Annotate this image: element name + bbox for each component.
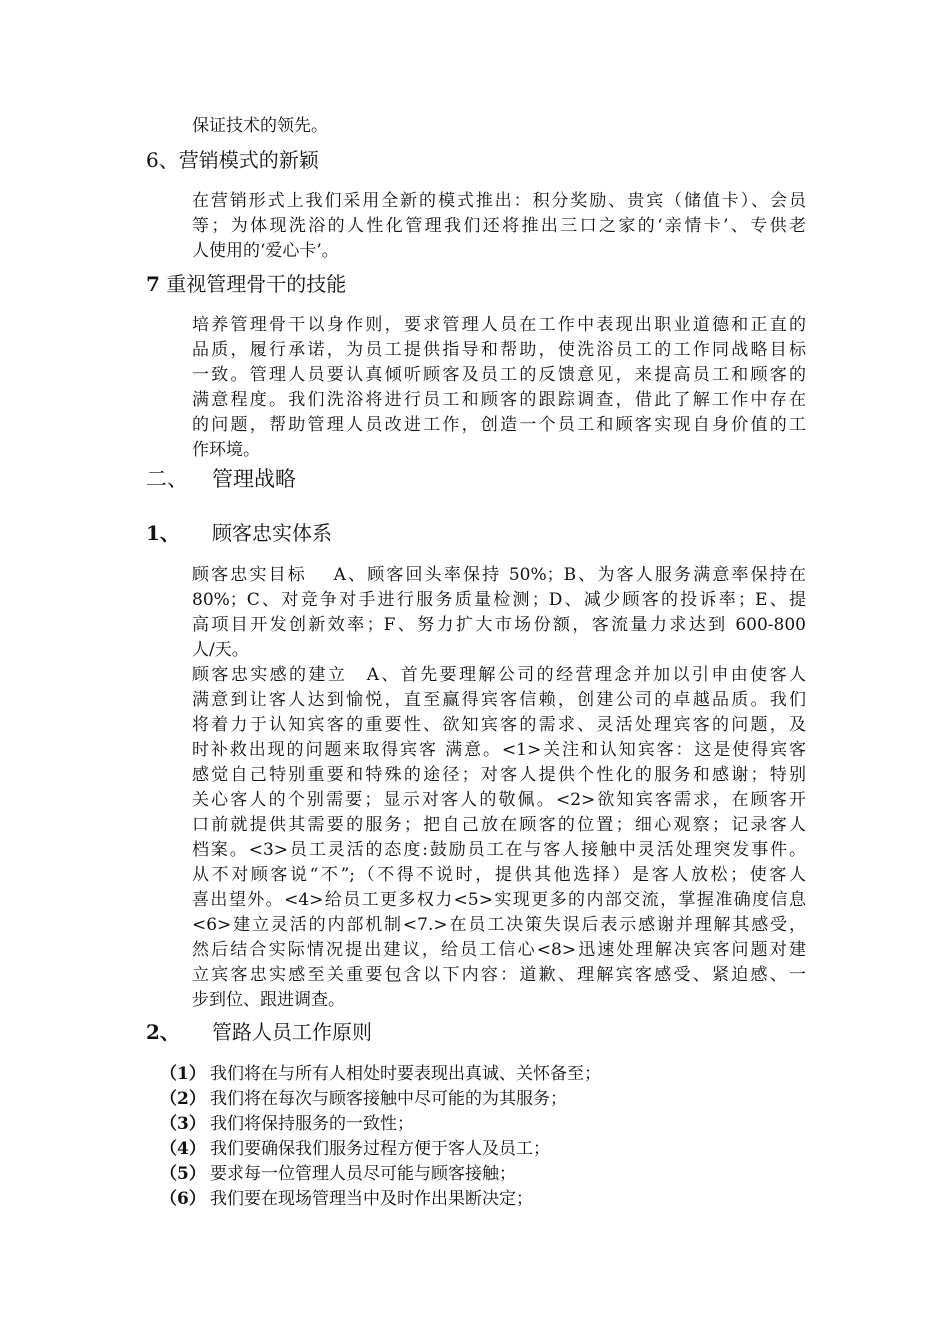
subsection-heading — [146, 1020, 372, 1045]
paragraph-line: 满意程度。我们洗浴将进行员工和顾客的跟踪调查，借此了解工作中存在 — [192, 390, 806, 410]
part-number: 二、 — [146, 467, 188, 491]
paragraph-line: 顾客忠实目标 A、顾客回头率保持 50%；B、为客人服务满意率保持在 — [192, 565, 806, 585]
list-item-number: （4） — [160, 1139, 206, 1159]
paragraph-line: 作环境。 — [192, 440, 260, 460]
paragraph-line: 在营销形式上我们采用全新的模式推出：积分奖励、贵宾（储值卡）、会员 — [192, 191, 806, 211]
paragraph-line: 感觉自己特别重要和特殊的途径；对客人提供个性化的服务和感谢；特别 — [192, 765, 806, 785]
paragraph-line: 培养管理骨干以身作则，要求管理人员在工作中表现出职业道德和正直的 — [192, 315, 806, 335]
list-item-text: 我们将在每次与顾客接触中尽可能的为其服务； — [210, 1089, 567, 1109]
paragraph-line: 将着力于认知宾客的重要性、欲知宾客的需求、灵活处理宾客的问题，及 — [192, 715, 806, 735]
paragraph-line: 关心客人的个别需要；显示对客人的敬佩。<2>欲知宾客需求，在顾客开 — [192, 790, 806, 810]
paragraph-line: 档案。<3>员工灵活的态度:鼓励员工在与客人接触中灵活处理突发事件。 — [192, 840, 806, 860]
paragraph-line: 等；为体现洗浴的人性化管理我们还将推出三口之家的‘亲情卡’、专供老 — [192, 216, 806, 236]
paragraph-line: 一致。管理人员要认真倾听顾客及员工的反馈意见，来提高员工和顾客的 — [192, 365, 806, 385]
paragraph-line: 喜出望外。<4>给员工更多权力<5>实现更多的内部交流，掌握准确度信息 — [192, 890, 806, 910]
list-item-number: （5） — [160, 1164, 206, 1184]
paragraph-line: 80%；C、对竞争对手进行服务质量检测；D、减少顾客的投诉率；E、提 — [192, 590, 806, 610]
list-item — [160, 1087, 567, 1112]
section-heading — [146, 272, 346, 297]
subsection-title: 管路人员工作原则 — [212, 1020, 372, 1044]
paragraph-line: 时补救出现的问题来取得宾客 满意。<1>关注和认知宾客：这是使得宾客 — [192, 740, 806, 760]
paragraph-line: 口前就提供其需要的服务；把自己放在顾客的位置；细心观察；记录客人 — [192, 815, 806, 835]
part-heading — [146, 467, 296, 492]
section-heading: 6、营销模式的新颖 — [146, 148, 319, 172]
list-item — [160, 1187, 533, 1212]
text-line: 保证技术的领先。 — [192, 116, 328, 136]
paragraph-line: 满意到让客人达到愉悦，直至赢得宾客信赖，创建公司的卓越品质。我们 — [192, 690, 806, 710]
subsection-number: 2、 — [146, 1020, 180, 1044]
list-item-number: （2） — [160, 1089, 206, 1109]
list-item-text: 我们将在与所有人相处时要表现出真诚、关怀备至； — [210, 1064, 601, 1084]
list-item-text: 要求每一位管理人员尽可能与顾客接触； — [210, 1164, 516, 1184]
list-item — [160, 1162, 516, 1187]
list-item-number: （3） — [160, 1114, 206, 1134]
heading-text: 重视管理骨干的技能 — [166, 272, 347, 296]
list-item-number: （1） — [160, 1064, 206, 1084]
heading-number: 7 — [146, 272, 160, 296]
paragraph-line: 立宾客忠实感至关重要包含以下内容：道歉、理解宾客感受、紧迫感、一 — [192, 965, 806, 985]
list-item — [160, 1137, 550, 1162]
paragraph-line: 的问题，帮助管理人员改进工作，创造一个员工和顾客实现自身价值的工 — [192, 415, 806, 435]
subsection-title: 顾客忠实体系 — [212, 521, 332, 545]
paragraph-line: 品质，履行承诺，为员工提供指导和帮助，使洗浴员工的工作同战略目标 — [192, 340, 806, 360]
paragraph-line: 人使用的‘爱心卡’。 — [192, 241, 339, 261]
list-item — [160, 1062, 601, 1087]
paragraph-line: <6>建立灵活的内部机制<7.>在员工决策失误后表示感谢并理解其感受， — [192, 915, 806, 935]
paragraph-line: 从不对顾客说“不”;（不得不说时，提供其他选择）是客人放松；使客人 — [192, 865, 806, 885]
subsection-number: 1、 — [146, 521, 180, 545]
paragraph-line: 高项目开发创新效率；F、努力扩大市场份额，客流量力求达到 600-800 — [192, 615, 806, 635]
paragraph-line: 人/天。 — [192, 640, 249, 660]
list-item-text: 我们要确保我们服务过程方便于客人及员工； — [210, 1139, 550, 1159]
paragraph-line: 然后结合实际情况提出建议，给员工信心<8>迅速处理解决宾客问题对建 — [192, 940, 806, 960]
paragraph-line: 顾客忠实感的建立 A、首先要理解公司的经营理念并加以引申由使客人 — [192, 665, 806, 685]
paragraph-line: 步到位、跟进调查。 — [192, 990, 345, 1010]
list-item-text: 我们将保持服务的一致性； — [210, 1114, 414, 1134]
list-item-text: 我们要在现场管理当中及时作出果断决定； — [210, 1189, 533, 1209]
list-item — [160, 1112, 414, 1137]
subsection-heading — [146, 521, 332, 546]
part-title: 管理战略 — [212, 467, 296, 491]
list-item-number: （6） — [160, 1189, 206, 1209]
